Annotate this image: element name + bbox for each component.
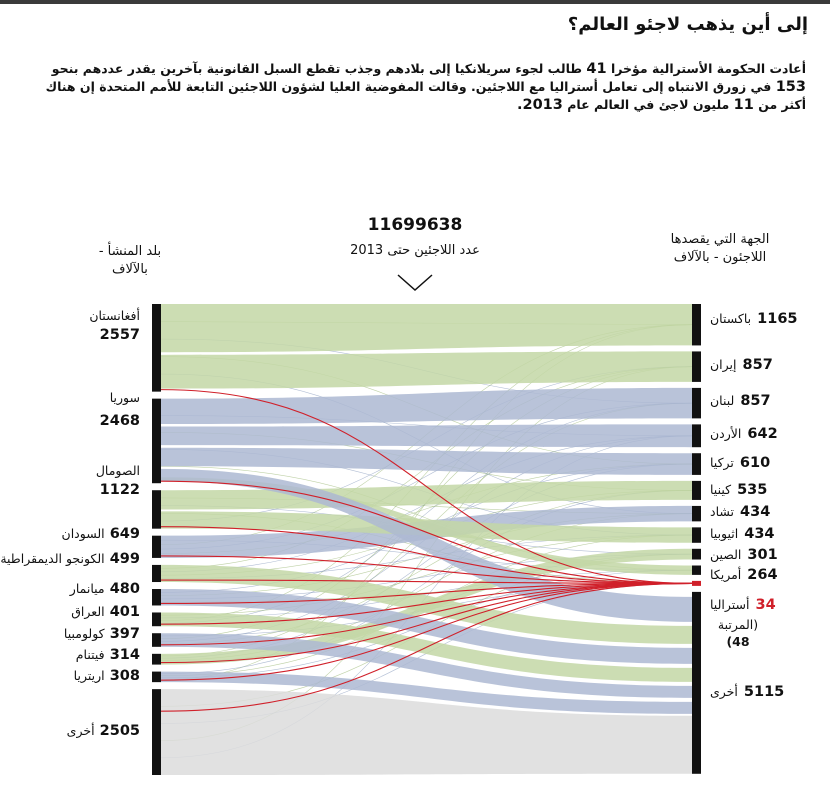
origin-value-afghanistan: 2557	[99, 327, 140, 343]
origin-row-eritrea: 308 اريتريا	[73, 668, 140, 684]
destination-bar-8	[692, 549, 701, 560]
dest-row-jordan: 642 الأردن	[710, 426, 778, 442]
flow-syria-jordan	[161, 424, 692, 447]
origin-bar-4	[152, 565, 161, 582]
origin-row-other: 2505 أخرى	[66, 723, 140, 739]
dest-row-china: 301 الصين	[710, 547, 778, 563]
dest-row-iran: 857 إيران	[710, 357, 773, 373]
destination-bar-2	[692, 388, 701, 418]
origin-row-vietnam: 314 فيتنام	[75, 647, 140, 663]
intro-number-153: 153	[775, 79, 806, 95]
intro-number-41: 41	[586, 61, 607, 77]
dest-row-other: 5115 أخرى	[710, 684, 785, 700]
page-title: إلى أين يذهب لاجئو العالم؟	[567, 14, 808, 35]
destination-bar-4	[692, 453, 701, 475]
destination-bar-0	[692, 304, 701, 345]
dest-row-australia: 34 أستراليا	[710, 597, 776, 613]
origin-bar-9	[152, 672, 161, 683]
destination-bar-9	[692, 566, 701, 575]
total-refugees-value: 11699638	[367, 215, 463, 235]
origin-value-syria: 2468	[99, 413, 140, 429]
origin-row-myanmar: 480 ميانمار	[69, 581, 140, 597]
flow-syria-turkey	[161, 448, 692, 475]
intro-line-3: أكثر من 11 مليون لاجئ في العالم عام 2013.	[516, 97, 806, 113]
flow-syria-lebanon	[161, 388, 692, 424]
australia-rank: (المرتبة 48)	[717, 617, 759, 649]
flow-afghanistan-iran	[161, 351, 692, 388]
origin-bar-0	[152, 304, 161, 392]
destination-header: الجهة التي يقصدها اللاجئون - بالآلاف	[670, 232, 770, 265]
flow-afghanistan-pakistan	[161, 304, 692, 352]
dest-row-ethiopia: 434 اثيوبيا	[710, 526, 775, 542]
origin-row-colombia: 397 كولومبيا	[63, 626, 140, 642]
destination-bar-5	[692, 481, 701, 500]
origin-bar-7	[152, 633, 161, 647]
chevron-down-icon	[398, 275, 432, 290]
origin-header: بلد المنشأ - بالآلاف	[98, 244, 162, 277]
origin-bar-3	[152, 536, 161, 558]
origin-row-iraq: 401 العراق	[71, 604, 140, 620]
destination-bar-10	[692, 581, 701, 586]
origin-value-somalia: 1122	[99, 482, 140, 498]
origin-bar-8	[152, 654, 161, 665]
dest-row-lebanon: 857 لبنان	[710, 393, 771, 409]
origin-label-afghanistan: أفغانستان	[89, 308, 140, 323]
dest-row-chad: 434 تشاد	[710, 504, 771, 520]
dest-row-kenya: 535 كينيا	[710, 482, 768, 498]
total-refugees-label: عدد اللاجئين حتى 2013	[350, 243, 480, 258]
origin-row-drcongo: 499 الكونجو الديمقراطية	[0, 551, 140, 567]
dest-row-pakistan: 1165 باكستان	[710, 311, 798, 327]
origin-bar-5	[152, 589, 161, 605]
destination-bar-11	[692, 592, 701, 774]
intro-line-2: 153 في زورق الانتباه إلى تعامل أستراليا مع اللاجئين. وقالت المفوضية العليا لشؤون اللاجئين التابعة للأمم المتحدة إن هناك	[45, 79, 806, 95]
dest-row-turkey: 610 تركيا	[710, 455, 771, 471]
origin-label-somalia: الصومال	[95, 463, 140, 478]
destination-bar-6	[692, 506, 701, 521]
origin-bar-2	[152, 490, 161, 528]
origin-label-syria: سوريا	[109, 390, 140, 405]
intro-number-11: 11	[733, 97, 754, 113]
destination-bar-3	[692, 424, 701, 447]
destination-bar-1	[692, 351, 701, 381]
origin-row-sudan: 649 السودان	[61, 526, 140, 542]
intro-line-1: أعادت الحكومة الأسترالية مؤخرا 41 طالب لجوء سريلانكيا إلى بلادهم وجذب تقطع السبل القانونية بآخرين يقدر عددهم بنحو	[51, 61, 806, 77]
dest-row-usa: 264 أمريكا	[710, 567, 778, 583]
intro-year: 2013.	[516, 97, 563, 113]
origin-bar-10	[152, 689, 161, 775]
destination-bar-7	[692, 527, 701, 542]
origin-bar-1	[152, 399, 161, 484]
origin-bar-6	[152, 612, 161, 626]
